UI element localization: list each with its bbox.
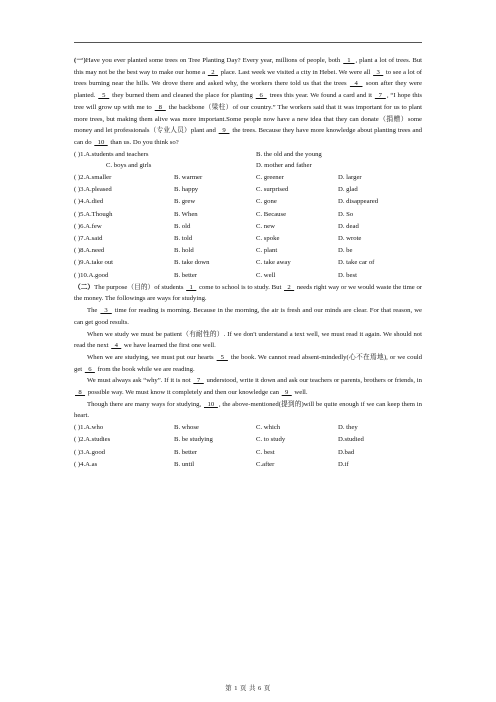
- option-text: D. wrote: [338, 234, 362, 242]
- answer-blank: 7: [374, 92, 386, 100]
- option-text: ( )4.A.as: [74, 460, 98, 468]
- page-footer: 第 1 页 共 6 页: [225, 685, 271, 692]
- option-text: ( )8.A.need: [74, 247, 105, 255]
- passage-text: to see a lot of trees burning near the hills. We drove there and asked why, the workers there told us that the trees: [74, 68, 423, 88]
- passage-text: time for reading is morning. Because in the morning, the air is fresh and our minds are clear. For that reason, we can get good results.: [74, 307, 423, 326]
- answer-blank: 3: [100, 307, 112, 315]
- option-text: D. So: [338, 210, 354, 218]
- answer-blank: 1: [186, 283, 197, 291]
- passage-text: When we study we must be patient（有耐性的）. If we don't understand a text well, we must read it again. We should not read the next: [74, 330, 422, 350]
- answer-blank: 4: [349, 80, 363, 88]
- passage-text: the book. We cannot read absent-mindedly(心不在焉地), or we could get: [74, 353, 422, 373]
- section2-paragraph-5: [74, 375, 422, 398]
- answer-blank: 8: [154, 103, 166, 111]
- option-text: B. whose: [174, 424, 199, 432]
- option-text: D. they: [338, 424, 358, 432]
- option-text: C. gone: [256, 198, 277, 206]
- passage-text: The: [87, 307, 100, 315]
- option-text: B. take down: [174, 259, 210, 267]
- passage-text: , the above-mentioned(提到的)will be quite enough if we can keep them in heart.: [74, 400, 423, 420]
- option-text: B. When: [174, 210, 198, 218]
- option-text: C. surprised: [256, 186, 289, 194]
- option-text: B. the old and the young: [256, 150, 322, 158]
- question-row: [74, 245, 422, 257]
- option-text: C. to study: [256, 436, 286, 444]
- option-text: B. better: [174, 271, 198, 279]
- question-row: [74, 270, 422, 282]
- option-text: B. old: [174, 222, 191, 230]
- option-text: ( )1.A.who: [74, 424, 104, 432]
- passage-text: from the book while we are reading.: [95, 365, 195, 373]
- passage-text: possible way. We must know it completely and then our knowledge can: [86, 389, 281, 397]
- section-label: （二）: [74, 283, 95, 291]
- question-row: [74, 184, 422, 196]
- passage-text: Though there are many ways for studying,: [87, 400, 203, 408]
- option-text: D. take car of: [338, 259, 375, 267]
- option-text: ( )5.A.Though: [74, 210, 113, 218]
- question-row: [74, 447, 422, 459]
- answer-blank: 6: [255, 92, 267, 100]
- passage-text: they burned them and cleaned the place for planting: [110, 92, 255, 100]
- option-text: B. told: [174, 234, 193, 242]
- option-text: C. best: [256, 448, 275, 456]
- question-row: [74, 233, 422, 245]
- header-rule: [74, 42, 422, 43]
- option-text: D. glad: [338, 186, 358, 194]
- passage-text: place. Last week we visited a city in Hebei. We were all: [218, 68, 373, 76]
- section-label: (一): [74, 57, 86, 64]
- option-text: ( )2.A.studies: [74, 436, 111, 444]
- option-text: D. disappeared: [338, 198, 379, 206]
- passage-text: When we are studying, we must put our hearts: [87, 353, 216, 361]
- passage-text: The purpose（目的）of students: [94, 283, 186, 291]
- option-text: D. be: [338, 247, 353, 255]
- passage-text: Have you ever planted some trees on Tree Planting Day? Every year, millions of people, both: [85, 57, 343, 64]
- answer-blank: 7: [193, 377, 204, 385]
- option-text: B. better: [174, 448, 198, 456]
- worksheet-content: [74, 55, 422, 471]
- answer-blank: 4: [111, 342, 122, 350]
- question-row: [74, 209, 422, 221]
- option-text: ( )10.A.good: [74, 271, 109, 279]
- question-row: [74, 160, 422, 172]
- passage-text: understood, write it down and ask our teachers or parents, brothers or friends, in: [204, 377, 422, 385]
- answer-blank: 8: [75, 389, 86, 397]
- option-text: B. be studying: [174, 436, 213, 444]
- option-text: C. Because: [256, 210, 287, 218]
- option-text: C. which: [256, 424, 281, 432]
- answer-blank: 9: [281, 389, 292, 397]
- passage-text: come to school is to study. But: [197, 283, 284, 291]
- option-text: D. best: [338, 271, 357, 279]
- section2-paragraph-2: [74, 305, 422, 328]
- option-text: C. boys and girls: [106, 162, 152, 170]
- option-text: ( )9.A.take out: [74, 259, 113, 267]
- passage-text: needs right way or we would waste the time or the money. The followings are ways for studying.: [74, 283, 423, 303]
- option-text: ( )1.A.students and teachers: [74, 150, 149, 158]
- option-text: D.studied: [338, 436, 364, 444]
- question-row: [74, 434, 422, 446]
- option-text: ( )3.A.pleased: [74, 186, 112, 194]
- answer-blank: 10: [94, 138, 108, 146]
- passage-text: trees this year. We found a card and it: [267, 92, 374, 100]
- section1-passage: [74, 55, 422, 149]
- passage-text: , “I hope this tree will grow up with me to: [74, 92, 423, 111]
- option-text: B. warmer: [174, 174, 203, 181]
- option-text: C. take away: [256, 259, 291, 267]
- option-text: ( )7.A.said: [74, 234, 103, 242]
- section2-paragraph-1: [74, 282, 422, 305]
- option-text: C. plant: [256, 247, 278, 255]
- option-text: C. spoke: [256, 234, 280, 242]
- question-row: [74, 459, 422, 471]
- option-text: D. mother and father: [256, 162, 312, 170]
- passage-text: , plant a lot of trees. But this may not be the best way to make our home a: [74, 57, 422, 76]
- option-text: B. grew: [174, 198, 196, 206]
- section1-questions: [74, 149, 422, 282]
- passage-text: We must always ask “why”. If it is not: [87, 377, 193, 385]
- question-row: [74, 257, 422, 269]
- answer-blank: 1: [343, 57, 355, 64]
- option-text: B. until: [174, 460, 195, 468]
- option-text: C. greener: [256, 174, 284, 181]
- option-text: C.after: [256, 460, 275, 468]
- question-row: [74, 196, 422, 208]
- answer-blank: 2: [284, 283, 295, 291]
- option-text: ( )3.A.good: [74, 448, 106, 456]
- passage-text: the backbone（梁柱）of our country.” The workers said that it was important for us to plant more trees, but making them alive was more important.Some people now have a new idea that they can donate（捐赠）some money and let professionals（专业人员）plant and: [74, 103, 423, 135]
- passage-text: the trees. Because they have more knowledge about planting trees and can do: [74, 127, 423, 146]
- option-text: D.if: [338, 460, 349, 468]
- section2-questions: [74, 422, 422, 471]
- option-text: ( )4.A.died: [74, 198, 104, 206]
- option-text: D. dead: [338, 222, 359, 230]
- passage-text: soon after they were planted.: [74, 80, 423, 100]
- question-row: [74, 221, 422, 233]
- option-text: B. hold: [174, 247, 194, 255]
- answer-blank: 2: [207, 68, 218, 76]
- answer-blank: 6: [84, 365, 95, 373]
- answer-blank: 9: [218, 127, 230, 135]
- option-text: ( )2.A.smaller: [74, 174, 112, 181]
- passage-text: well.: [292, 389, 308, 397]
- question-row: [74, 422, 422, 434]
- option-text: C. well: [256, 271, 276, 279]
- option-text: ( )6.A.few: [74, 222, 102, 230]
- passage-text: we have learned the first one well.: [122, 342, 216, 350]
- section2-paragraph-4: [74, 352, 422, 375]
- section2-paragraph-3: [74, 329, 422, 352]
- answer-blank: 10: [204, 400, 218, 408]
- option-text: C. new: [256, 222, 275, 230]
- answer-blank: 5: [98, 92, 110, 100]
- option-text: D. larger: [338, 174, 362, 181]
- answer-blank: 3: [373, 68, 384, 76]
- option-text: B. happy: [174, 186, 199, 194]
- section2-paragraph-6: [74, 399, 422, 422]
- answer-blank: 5: [216, 353, 228, 361]
- passage-text: than us. Do you think so?: [108, 138, 179, 146]
- option-text: D.bad: [338, 448, 355, 456]
- question-row: [74, 172, 422, 184]
- question-row: [74, 149, 422, 161]
